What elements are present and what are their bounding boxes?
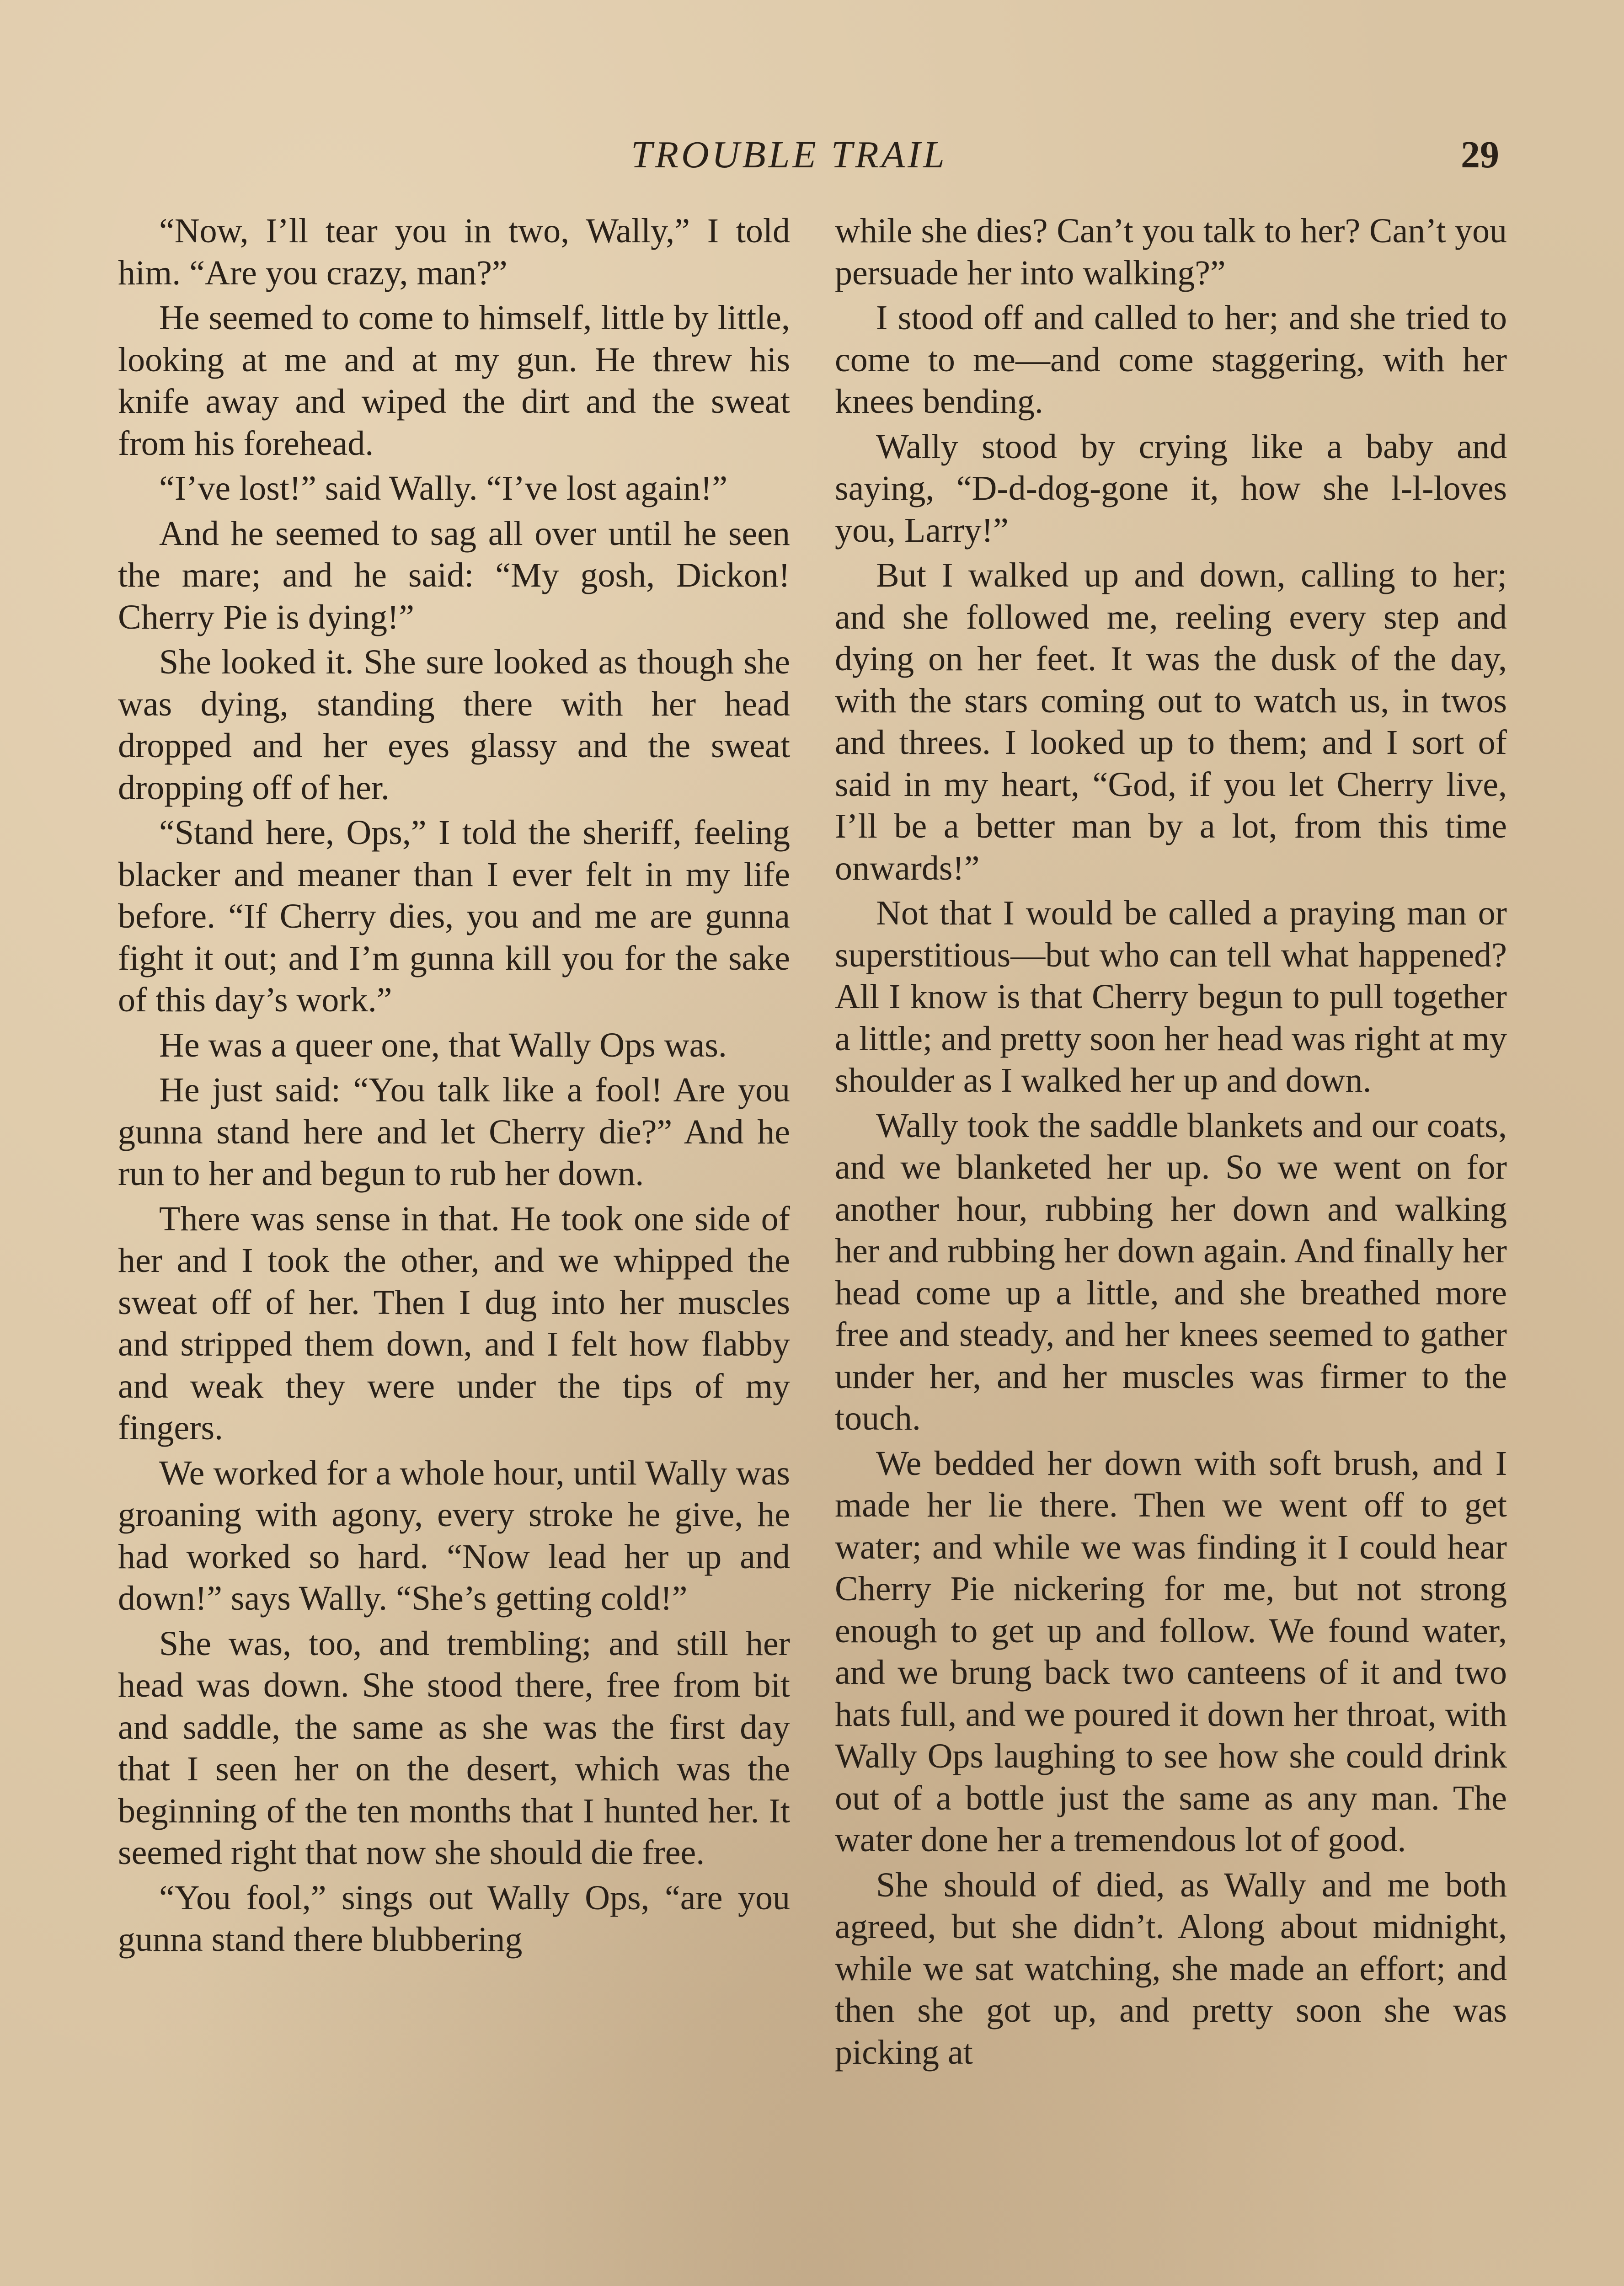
paragraph: He seemed to come to himself, little by little, looking at me and at my gun. He threw his knife away and wiped the dirt and the sweat from his forehead. xyxy=(118,299,790,463)
paragraph: “You fool,” sings out Wally Ops, “are you gunna stand there blubbering xyxy=(118,1878,790,1959)
paragraph-continued: while she dies? Can’t you talk to her? Can’t you persuade her into walking?” xyxy=(835,212,1507,292)
running-title: TROUBLE TRAIL xyxy=(631,134,947,176)
paragraph: There was sense in that. He took one side of her and I took the other, and we whipped the sweat off of her. Then I dug into her muscles and stripped them down, and I felt how flabby and weak they were under the tips of my fingers. xyxy=(118,1199,790,1447)
paragraph: But I walked up and down, calling to her; and she followed me, reeling every step and dying on her feet. It was the dusk of the day, with the stars coming out to watch us, in twos and threes. I looked up to them; and I sort of said in my heart, “God, if you let Cherry live, I’ll be a better man by a lot, from this time onwards!” xyxy=(835,556,1507,887)
page-number: 29 xyxy=(1461,134,1499,176)
paragraph: She should of died, as Wally and me both agreed, but she didn’t. Along about midnight, while we sat watching, she made an effort; and then she got up, and pretty soon she was picking at xyxy=(835,1865,1507,2072)
paragraph: And he seemed to sag all over until he seen the mare; and he said: “My gosh, Dickon! Cherry Pie is dying!” xyxy=(118,514,790,636)
paragraph: We bedded her down with soft brush, and I made her lie there. Then we went off to get water; and while we was finding it I could hear Cherry Pie nickering for me, but not strong enough to get up and follow. We found water, and we brung back two canteens of it and two hats full, and we poured it down her throat, with Wally Ops laughing to see how she could drink out of a bottle just the same as any man. The water done her a tremendous lot of good. xyxy=(835,1444,1507,1859)
paragraph: She was, too, and trembling; and still her head was down. She stood there, free from bit and saddle, the same as she was the first day that I seen her on the desert, which was the beginning of the ten months that I hunted her. It seemed right that now she should die free. xyxy=(118,1624,790,1872)
paragraph: “I’ve lost!” said Wally. “I’ve lost again!” xyxy=(159,469,728,507)
paragraph: He was a queer one, that Wally Ops was. xyxy=(159,1025,727,1064)
page-header xyxy=(0,133,1624,187)
paragraph: “Now, I’ll tear you in two, Wally,” I told him. “Are you crazy, man?” xyxy=(118,212,790,292)
paragraph: Not that I would be called a praying man or superstitious—but who can tell what happened? All I know is that Cherry begun to pull together a little; and pretty soon her head was right at my shoulder as I walked her up and down. xyxy=(835,894,1507,1100)
paragraph: Wally stood by crying like a baby and saying, “D-d-dog-gone it, how she l-l-loves you, Larry!” xyxy=(835,427,1507,550)
paragraph: I stood off and called to her; and she tried to come to me—and come staggering, with her knees bending. xyxy=(835,299,1507,421)
paragraph: She looked it. She sure looked as though she was dying, standing there with her head dropped and her eyes glassy and the sweat dropping off of her. xyxy=(118,643,790,807)
paragraph: Wally took the saddle blankets and our coats, and we blanketed her up. So we went on for another hour, rubbing her down and walking her and rubbing her down again. And finally her head come up a little, and she breathed more free and steady, and her knees seemed to gather under her, and her muscles was firmer to the touch. xyxy=(835,1106,1507,1437)
left-column xyxy=(118,210,790,2286)
paragraph: We worked for a whole hour, until Wally was groaning with agony, every stroke he give, he had worked so hard. “Now lead her up and down!” says Wally. “She’s getting cold!” xyxy=(118,1453,790,1618)
paragraph: He just said: “You talk like a fool! Are you gunna stand here and let Cherry die?” And he run to her and begun to rub her down. xyxy=(118,1071,790,1193)
right-column xyxy=(835,210,1507,2286)
paragraph: “Stand here, Ops,” I told the sheriff, feeling blacker and meaner than I ever felt in my life before. “If Cherry dies, you and me are gunna fight it out; and I’m gunna kill you for the sake of this day’s work.” xyxy=(118,813,790,1019)
